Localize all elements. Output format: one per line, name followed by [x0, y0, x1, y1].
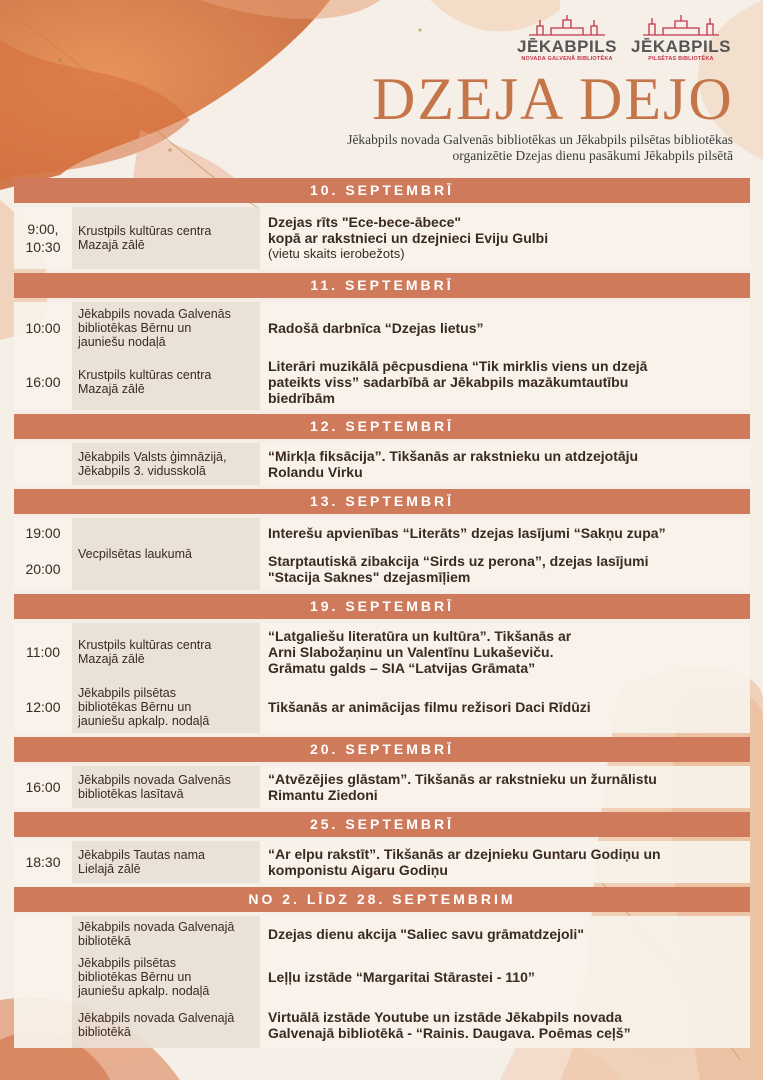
day-header: 19. SEPTEMBRĪ	[14, 594, 750, 619]
event-title: Dzejas dienu akcija "Saliec savu grāmatdzejoli"	[268, 926, 584, 942]
day-rows	[14, 623, 750, 733]
event-title: “Ar elpu rakstīt”. Tikšanās ar dzejnieku Guntaru Godiņu un komponistu Aigaru Godiņu	[268, 846, 661, 878]
event-place: Jēkabpils novada Galvenajā bibliotēkā	[72, 1002, 260, 1048]
event-title: “Mirkļa fiksācija”. Tikšanās ar rakstnieku un atdzejotāju Rolandu Virku	[268, 448, 639, 480]
event-place: Jēkabpils pilsētas bibliotēkas Bērnu un jauniešu apkalp. nodaļā	[72, 681, 260, 733]
event-place: Krustpils kultūras centra Mazajā zālē	[72, 207, 260, 269]
day-rows	[14, 766, 750, 808]
event-place: Jēkabpils novada Galvenajā bibliotēkā	[72, 916, 260, 952]
subtitle-line: Jēkabpils novada Galvenās bibliotēkas un Jēkabpils pilsētas bibliotēkas	[347, 132, 733, 147]
day-header: 20. SEPTEMBRĪ	[14, 737, 750, 762]
castle-icon	[527, 14, 607, 36]
event-place: Jēkabpils Tautas nama Lielajā zālē	[72, 841, 260, 883]
event-description	[260, 1002, 750, 1048]
event-title: Radošā darbnīca “Dzejas lietus”	[268, 320, 484, 336]
event-title: Starptautiskā zibakcija “Sirds uz perona”, dzejas lasījumi "Stacija Saknes" dzejasmīļiem	[268, 553, 649, 585]
event-title: Literāri muzikālā pēcpusdiena “Tik mirklis viens un dzejā pateikts viss” sadarbībā ar Jēkabpils mazākumtautību biedrībām	[268, 358, 648, 406]
event-note: (vietu skaits ierobežots)	[268, 246, 405, 261]
event-time: 11:00	[14, 623, 72, 681]
event-time	[14, 443, 72, 485]
logo-subtitle: PILSĒTAS BIBLIOTĒKA	[648, 56, 714, 62]
event-place: Krustpils kultūras centra Mazajā zālē	[72, 354, 260, 410]
event-time: 12:00	[14, 681, 72, 733]
day-rows	[14, 916, 750, 1048]
event-description	[260, 623, 750, 681]
event-place: Jēkabpils pilsētas bibliotēkas Bērnu un jauniešu apkalp. nodaļā	[72, 952, 260, 1002]
day-header: 11. SEPTEMBRĪ	[14, 273, 750, 298]
event-time-empty	[14, 916, 72, 1048]
day-header: 25. SEPTEMBRĪ	[14, 812, 750, 837]
event-place: Jēkabpils novada Galvenās bibliotēkas lasītavā	[72, 766, 260, 808]
event-time: 20:00	[14, 548, 72, 590]
event-time: 10:00	[14, 302, 72, 354]
event-place: Krustpils kultūras centra Mazajā zālē	[72, 623, 260, 681]
event-place: Vecpilsētas laukumā	[72, 518, 260, 590]
day-rows	[14, 518, 750, 590]
event-time: 18:30	[14, 841, 72, 883]
page-subtitle	[213, 132, 733, 164]
day-header: NO 2. LĪDZ 28. SEPTEMBRIM	[14, 887, 750, 912]
subtitle-line: organizētie Dzejas dienu pasākumi Jēkabpils pilsētā	[452, 148, 733, 163]
event-description	[260, 443, 750, 485]
schedule	[14, 178, 750, 1052]
event-place: Jēkabpils novada Galvenās bibliotēkas Bērnu un jauniešu nodaļā	[72, 302, 260, 354]
page-title: DZEJA DEJO	[372, 66, 734, 132]
event-time: 16:00	[14, 766, 72, 808]
event-description	[260, 766, 750, 808]
event-description	[260, 354, 750, 410]
event-description	[260, 681, 750, 733]
logo-group	[517, 14, 731, 62]
day-header: 13. SEPTEMBRĪ	[14, 489, 750, 514]
event-place: Jēkabpils Valsts ģimnāzijā, Jēkabpils 3. vidusskolā	[72, 443, 260, 485]
day-rows	[14, 443, 750, 485]
logo-name: JĒKABPILS	[517, 37, 617, 56]
event-description	[260, 841, 750, 883]
day-rows	[14, 302, 750, 410]
day-header: 10. SEPTEMBRĪ	[14, 178, 750, 203]
castle-icon	[641, 14, 721, 36]
logo-pilsetas-biblioteka	[631, 14, 731, 62]
event-title: Virtuālā izstāde Youtube un izstāde Jēkabpils novada Galvenajā bibliotēkā - “Rainis. Daugava. Poēmas ceļš”	[268, 1009, 631, 1041]
logo-name: JĒKABPILS	[631, 37, 731, 56]
event-title: Tikšanās ar animācijas filmu režisori Daci Rīdūzi	[268, 699, 591, 715]
day-rows	[14, 841, 750, 883]
day-header: 12. SEPTEMBRĪ	[14, 414, 750, 439]
event-title: “Latgaliešu literatūra un kultūra”. Tikšanās ar Arni Slabožaņinu un Valentīnu Lukaševiču. Grāmatu galds – SIA “Latvijas Grāmata”	[268, 628, 572, 676]
event-time: 19:00	[14, 518, 72, 548]
logo-novada-biblioteka	[517, 14, 617, 62]
event-description	[260, 952, 750, 1002]
event-title: “Atvēzējies glāstam”. Tikšanās ar rakstnieku un žurnālistu Rimantu Ziedoni	[268, 771, 657, 803]
event-title: Interešu apvienības “Literāts” dzejas lasījumi “Sakņu zupa”	[268, 525, 666, 541]
event-description	[260, 916, 750, 952]
day-rows	[14, 207, 750, 269]
event-title: Dzejas rīts "Ece-bece-ābece" kopā ar rakstnieci un dzejnieci Eviju Gulbi	[268, 214, 549, 246]
event-description	[260, 548, 750, 590]
event-description	[260, 207, 750, 269]
logo-subtitle: NOVADA GALVENĀ BIBLIOTĒKA	[521, 56, 613, 62]
event-title: Leļļu izstāde “Margaritai Stārastei - 110”	[268, 969, 535, 985]
event-description	[260, 302, 750, 354]
event-time: 16:00	[14, 354, 72, 410]
event-time: 9:00, 10:30	[14, 207, 72, 269]
event-description	[260, 518, 750, 548]
